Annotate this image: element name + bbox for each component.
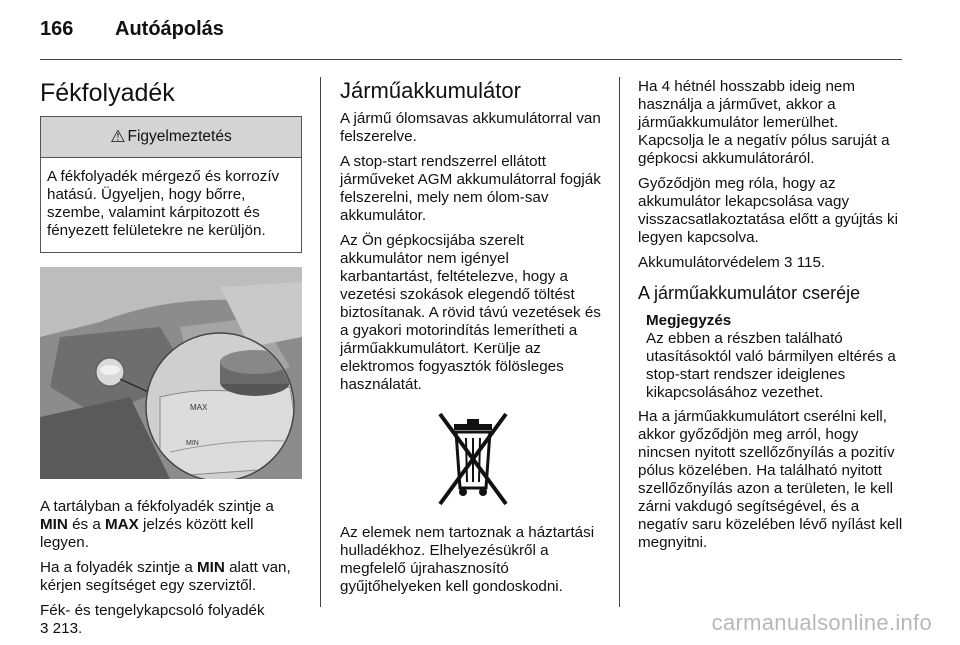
note-title: Megjegyzés <box>646 312 732 329</box>
battery-para-1: A jármű ólomsavas akkumulátorral van felszerelve. <box>340 110 601 145</box>
low-level-paragraph: Ha a folyadék szintje a MIN alatt van, kérjen segítséget egy szerviztől. <box>40 559 291 594</box>
brake-fluid-reference: Fék- és tengelykapcsoló folyadék 3 213. <box>40 602 265 637</box>
column-1 <box>40 78 302 645</box>
crossed-out-bin-icon <box>434 410 512 510</box>
max-mark-label: MAX <box>190 403 208 412</box>
battery-para-4: Ha 4 hétnél hosszabb ideig nem használja a járművet, akkor a járműakkumulátor lemerülhet. Kapcsolja le a negatív pólus saruját a gépkocsi akkumulátoráról. <box>638 78 890 167</box>
brake-fluid-reservoir-photo <box>40 267 302 479</box>
battery-title: Járműakkumulátor <box>340 78 521 103</box>
page-number: 166 <box>40 18 74 40</box>
battery-para-2: A stop-start rendszerrel ellátott járműveket AGM akkumulátorral fogják felszerelni, mely nem ólom-sav akkumulátor. <box>340 153 601 224</box>
battery-disposal-para: Az elemek nem tartoznak a háztartási hulladékhoz. Elhelyezésükről a megfelelő újrahasznosító gyűjtőhelyeken kell gondoskodni. <box>340 524 595 595</box>
warning-triangle-icon: ⚠ <box>110 127 126 146</box>
page-ref-arrow-icon: 3 <box>784 254 793 271</box>
note-block <box>638 312 904 402</box>
battery-para-3: Az Ön gépkocsijába szerelt akkumulátor nem igényel karbantartást, feltételezve, hogy a vezetési szokások elegendő töltést biztosítanak. A rövid távú vezetések és a gyakori motorindítás lemerítheti a járműakkumulátort. Kerülje az elektromos fogyasztók fölösleges használatát. <box>340 232 601 393</box>
column-divider-2 <box>619 77 620 607</box>
min-mark-label: MIN <box>186 440 199 447</box>
page-ref-arrow-icon: 3 <box>40 620 49 637</box>
column-divider-1 <box>320 77 321 607</box>
section-title: Autóápolás <box>115 18 224 40</box>
watermark: carmanualsonline.info <box>711 610 932 635</box>
header-rule <box>40 59 902 60</box>
column-3 <box>638 78 904 559</box>
brake-fluid-title: Fékfolyadék <box>40 79 175 107</box>
warning-text: A fékfolyadék mérgező és korrozív hatású. Ügyeljen, hogy bőrre, szembe, valamint kárpitozott és fényezett felületekre ne kerüljön. <box>47 168 280 239</box>
column-2 <box>340 78 605 603</box>
page-header <box>40 18 224 41</box>
battery-replacement-subtitle: A járműakkumulátor cseréje <box>638 283 861 303</box>
warning-box <box>40 116 302 253</box>
battery-replacement-para: Ha a járműakkumulátort cserélni kell, akkor győződjön meg arról, hogy nincsen nyitott szellőzőnyílás a pozitív pólus közelében. Ha található nyitott szellőzőnyílás azon a területen, le kell zárni vakdugó segítségével, és a negatív saru közelében lévő nyílást kell megnyitni. <box>638 408 903 551</box>
note-text: Az ebben a részben található utasításoktól való bármilyen eltérés a stop-start rendszer ideiglenes kikapcsolásához vezethet. <box>646 330 896 401</box>
warning-heading: Figyelmeztetés <box>127 128 232 145</box>
level-paragraph: A tartályban a fékfolyadék szintje a MIN és a MAX jelzés között kell legyen. <box>40 498 274 551</box>
warning-header <box>41 117 301 158</box>
battery-protection-reference: Akkumulátorvédelem 3 115. <box>638 254 826 271</box>
battery-para-5: Győződjön meg róla, hogy az akkumulátor lekapcsolása vagy visszacsatlakoztatása előtt a gyújtás ki legyen kapcsolva. <box>638 175 898 246</box>
